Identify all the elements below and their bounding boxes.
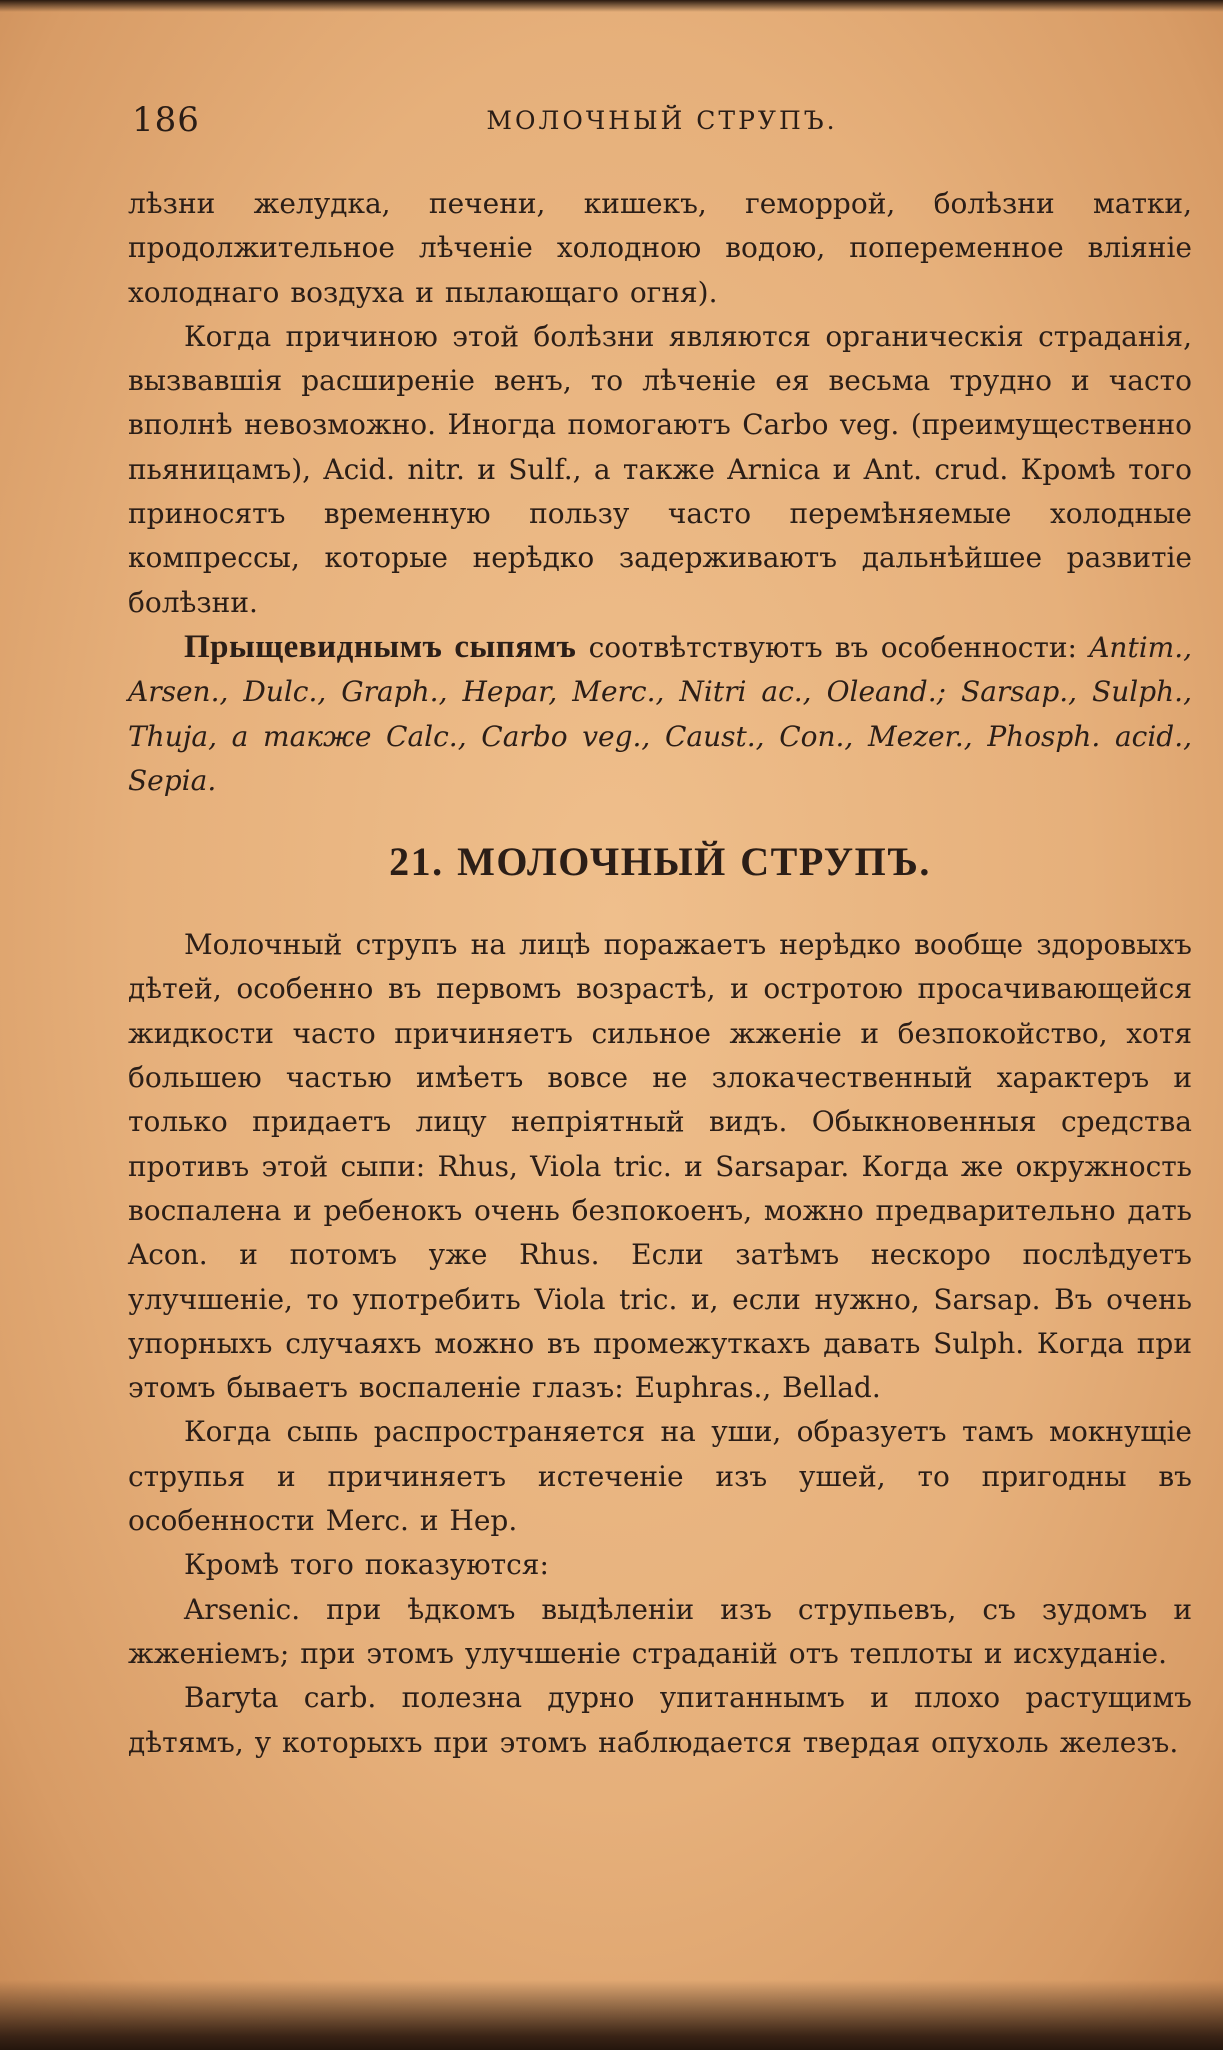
pimple-rashes-intro: соотвѣтствуютъ въ особенности: (576, 630, 1077, 664)
paragraph-pimple-rashes (128, 625, 1192, 803)
page-header (132, 100, 1192, 150)
page-body (128, 182, 1192, 1765)
paragraph-arsenic: Arsenic. при ѣдкомъ выдѣленіи изъ струпьевъ, съ зудомъ и жженіемъ; при этомъ улучшеніе страданій отъ теплоты и исхуданіе. (128, 1592, 1192, 1670)
paragraph-baryta: Baryta carb. полезна дурно упитаннымъ и плохо растущимъ дѣтямъ, у которыхъ при этомъ наблюдается твердая опухоль железъ. (128, 1681, 1192, 1759)
chapter-title: 21. МОЛОЧНЫЙ СТРУПЪ. (389, 839, 931, 885)
paragraph-indications-intro: Кромѣ того показуются: (184, 1548, 549, 1582)
paragraph-ears: Когда сыпь распространяется на уши, образуетъ тамъ мокнущіе струпья и причиняетъ истеченіе изъ ушей, то пригодны въ особенности Merc. и Hep. (128, 1415, 1192, 1538)
pimple-rashes-remedies: Antim., Arsen., Dulc., Graph., Hepar, Merc., Nitri ac., Oleand.; Sarsap., Sulph., Thuja, а также Calc., Carbo veg., Caust., Con., Mezer., Phosph. acid., Sepia. (128, 630, 1192, 797)
page-number: 186 (132, 100, 200, 140)
pimple-rashes-lead: Прыщевиднымъ сыпямъ (184, 628, 577, 665)
paragraph-organic-causes: Когда причиною этой болѣзни являются органическія страданія, вызвавшія расширеніе венъ, то лѣченіе ея весьма трудно и часто вполнѣ невозможно. Иногда помогаютъ Carbo veg. (преимущественно пьяницамъ), Acid. nitr. и Sulf., а также Arnica и Ant. crud. Кромѣ того приносятъ временную пользу часто перемѣняемые холодные компрессы, которые нерѣдко задерживаютъ дальнѣйшее развитіе болѣзни. (128, 319, 1192, 619)
running-title: МОЛОЧНЫЙ СТРУПЪ. (486, 106, 838, 135)
paragraph-milk-crust: Молочный струпъ на лицѣ поражаетъ нерѣдко вообще здоровыхъ дѣтей, особенно въ первомъ возрастѣ, и остротою просачивающейся жидкости часто причиняетъ сильное жженіе и безпокойство, хотя большею частью имѣетъ вовсе не злокачественный характеръ и только придаетъ лицу непріятный видъ. Обыкновенныя средства противъ этой сыпи: Rhus, Viola tric. и Sarsapar. Когда же окружность воспалена и ребенокъ очень безпокоенъ, можно предварительно дать Acon. и потомъ уже Rhus. Если затѣмъ нескоро послѣдуетъ улучшеніе, то употребить Viola tric. и, если нужно, Sarsap. Въ очень упорныхъ случаяхъ можно въ промежуткахъ давать Sulph. Когда при этомъ бываетъ воспаленіе глазъ: Euphras., Bellad. (128, 928, 1192, 1405)
paragraph-continuation: лѣзни желудка, печени, кишекъ, геморрой, болѣзни матки, продолжительное лѣченіе холодною водою, попеременное вліяніе холоднаго воздуха и пылающаго огня). (128, 187, 1192, 309)
